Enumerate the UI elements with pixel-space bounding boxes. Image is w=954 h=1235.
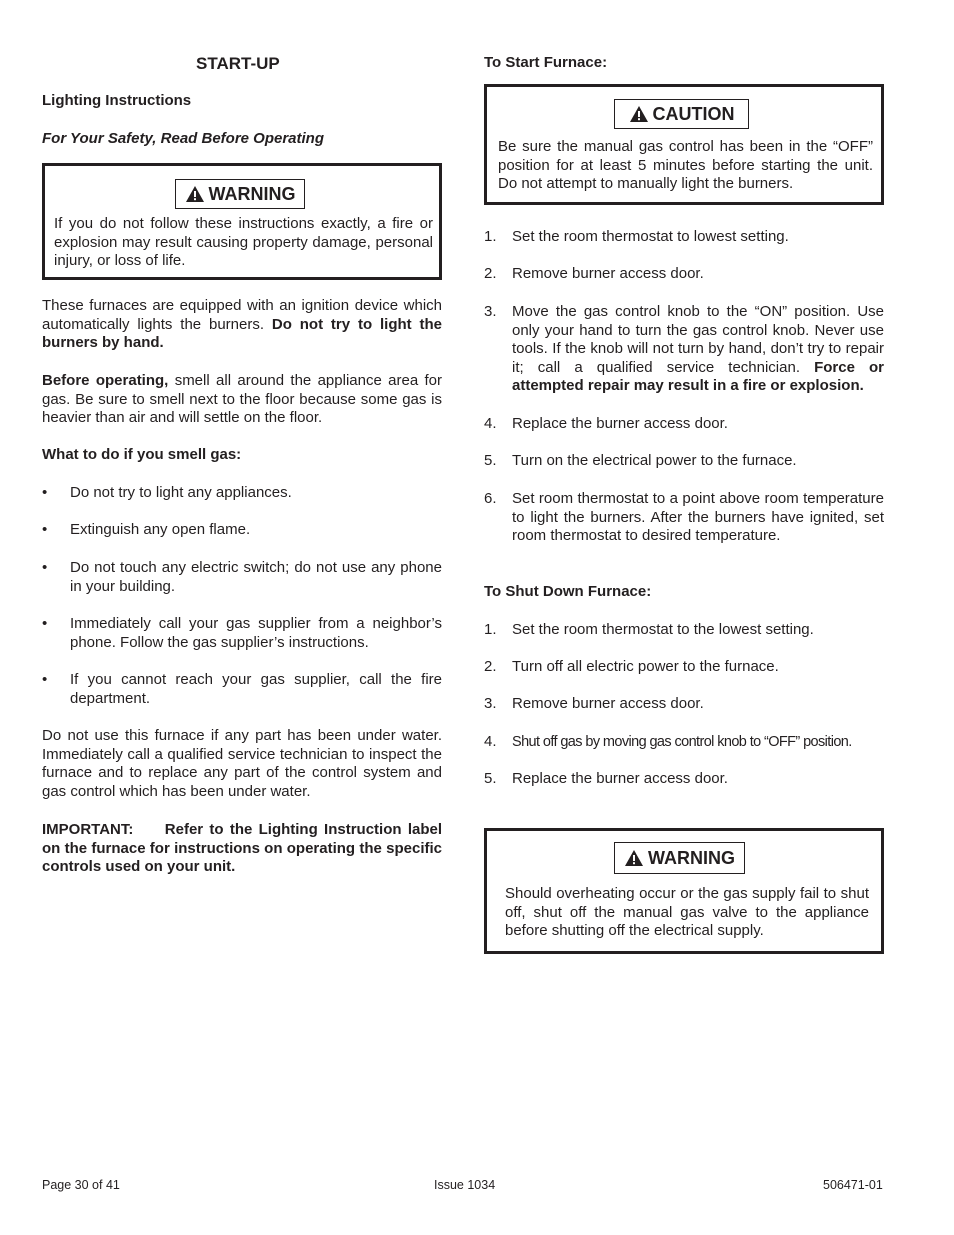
before-operating-paragraph xyxy=(42,372,442,428)
important-text: Refer to the Lighting Instruction label on the furnace for instructions on operating the specific controls used on your unit. xyxy=(42,821,442,876)
page-number: Page 30 of 41 xyxy=(42,1178,120,1192)
bullet-text: Do not touch any electric switch; do not use any phone in your building. xyxy=(70,559,442,595)
important-label: IMPORTANT: xyxy=(42,821,134,838)
before-operating-label: Before operating, xyxy=(42,372,169,389)
step-number: 2. xyxy=(484,658,497,675)
shutdown-heading: To Shut Down Furnace: xyxy=(484,583,652,600)
step-number: 4. xyxy=(484,415,497,432)
caution-label: CAUTION xyxy=(652,103,735,124)
page-title: START-UP xyxy=(196,54,280,73)
step-number: 3. xyxy=(484,303,497,320)
bullet: • xyxy=(42,559,48,576)
section-subtitle: Lighting Instructions xyxy=(42,92,192,109)
caution-box xyxy=(484,84,884,205)
issue-number: Issue 1034 xyxy=(434,1178,496,1192)
warning-triangle-icon xyxy=(624,849,644,867)
warning-triangle-icon xyxy=(629,105,649,123)
step-text: Shut off gas by moving gas control knob to “OFF” position. xyxy=(512,734,852,750)
bullet-text: Do not try to light any appliances. xyxy=(70,484,292,501)
step-text: Remove burner access door. xyxy=(512,695,704,712)
step-text xyxy=(512,303,884,396)
ignition-bold-text: Do not try to light the burners by hand. xyxy=(42,315,443,352)
before-operating-text: smell all around the appliance area for gas. Be sure to smell next to the floor because some gas is heavier than air and will settle on the floor. xyxy=(42,372,442,427)
warning-box-right xyxy=(484,828,884,954)
step-text: Turn on the electrical power to the furnace. xyxy=(512,452,797,469)
step-text: Replace the burner access door. xyxy=(512,770,728,787)
warning-triangle-icon xyxy=(185,185,205,203)
warning-box-left xyxy=(42,163,442,280)
bullet: • xyxy=(42,484,48,501)
ignition-paragraph xyxy=(42,297,442,353)
step-number: 6. xyxy=(484,490,497,507)
warning-text: If you do not follow these instructions exactly, a fire or explosion may result causing property damage, personal injury, or loss of life. xyxy=(54,215,433,270)
warning-sign xyxy=(614,842,745,874)
step-number: 1. xyxy=(484,621,497,638)
bullet: • xyxy=(42,615,48,632)
step-text: Set room thermostat to a point above room temperature to light the burners. After the burners have ignited, set room thermostat to desired temperature. xyxy=(512,490,884,545)
step-number: 3. xyxy=(484,695,497,712)
step-number: 5. xyxy=(484,770,497,787)
step-text: Remove burner access door. xyxy=(512,265,704,282)
warning-label: WARNING xyxy=(208,183,296,204)
warning-sign xyxy=(175,179,305,209)
bullet-text: If you cannot reach your gas supplier, call the fire department. xyxy=(70,671,442,707)
start-furnace-heading: To Start Furnace: xyxy=(484,54,608,71)
bullet-text: Extinguish any open flame. xyxy=(70,521,251,538)
step-text: Set the room thermostat to lowest setting. xyxy=(512,228,789,245)
step-number: 1. xyxy=(484,228,497,245)
step-text-bold: Force or attempted repair may result in a fire or explosion. xyxy=(512,358,885,395)
water-damage-paragraph: Do not use this furnace if any part has been under water. Immediately call a qualified service technician to inspect the furnace and to replace any part of the control system and gas control which has been under water. xyxy=(42,727,442,800)
warning-label: WARNING xyxy=(648,847,735,868)
ignition-text: These furnaces are equipped with an ignition device which automatically lights the burners. xyxy=(42,297,442,333)
important-paragraph xyxy=(42,821,442,877)
step-number: 5. xyxy=(484,452,497,469)
document-number: 506471-01 xyxy=(823,1178,883,1192)
step-text: Set the room thermostat to the lowest setting. xyxy=(512,621,814,638)
safety-note: For Your Safety, Read Before Operating xyxy=(42,130,325,147)
caution-sign xyxy=(614,99,749,129)
step-number: 2. xyxy=(484,265,497,282)
step-number: 4. xyxy=(484,733,497,750)
bullet: • xyxy=(42,521,48,538)
bullet-text: Immediately call your gas supplier from a neighbor’s phone. Follow the gas supplier’s instructions. xyxy=(70,615,442,651)
step-text: Turn off all electric power to the furnace. xyxy=(512,658,779,675)
smell-gas-heading: What to do if you smell gas: xyxy=(42,446,242,463)
caution-text: Be sure the manual gas control has been in the “OFF” position for at least 5 minutes before starting the unit. Do not attempt to manually light the burners. xyxy=(498,138,873,193)
warning-text: Should overheating occur or the gas supply fail to shut off, shut off the manual gas valve to the appliance before shutting off the electrical supply. xyxy=(505,885,869,940)
step-text: Replace the burner access door. xyxy=(512,415,728,432)
step-text-normal: Move the gas control knob to the “ON” position. Use only your hand to turn the gas control knob. Never use tools. If the knob will not turn by hand, don’t try to repair it; call a qualified service technician. xyxy=(512,303,884,376)
bullet: • xyxy=(42,671,48,688)
